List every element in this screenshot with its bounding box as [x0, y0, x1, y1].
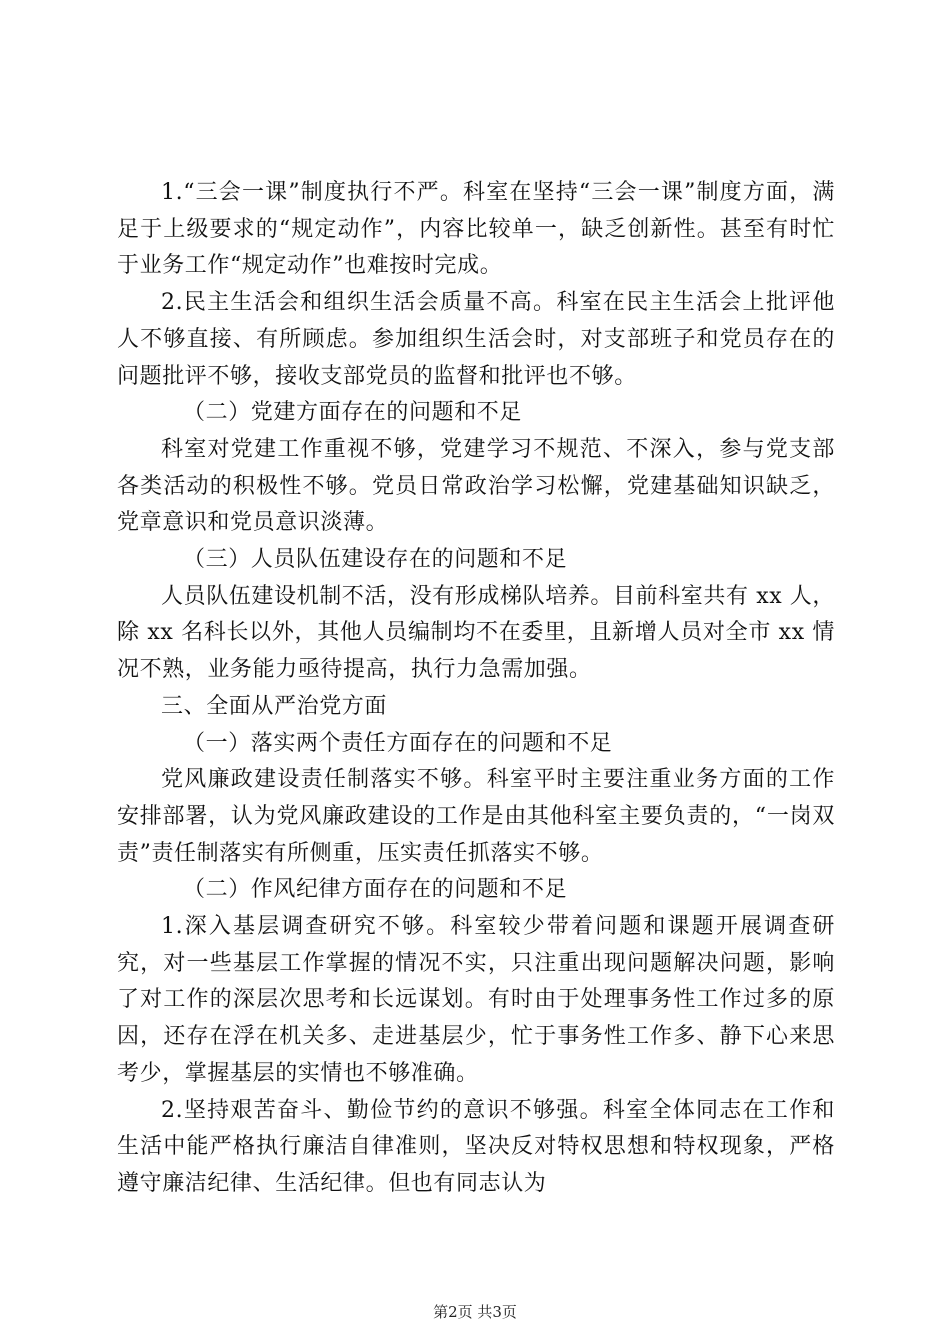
paragraph-3: 科室对党建工作重视不够，党建学习不规范、不深入，参与党支部各类活动的积极性不够。党员日常政治学习松懈，党建基础知识缺乏，党章意识和党员意识淡薄。	[117, 436, 835, 536]
paragraph-1: 1.“三会一课”制度执行不严。科室在坚持“三会一课”制度方面，满足于上级要求的“规定动作”，内容比较单一，缺乏创新性。甚至有时忙于业务工作“规定动作”也难按时完成。	[117, 180, 835, 279]
section-heading-party-building: （二）党建方面存在的问题和不足	[183, 400, 523, 426]
section-heading-discipline: （二）作风纪律方面存在的问题和不足	[183, 877, 568, 903]
paragraph-6: 1.深入基层调查研究不够。科室较少带着问题和课题开展调查研究，对一些基层工作掌握的情况不实，只注重出现问题解决问题，影响了对工作的深层次思考和长远谋划。有时由于处理事务性工作过多的原因，还存在浮在机关多、走进基层少，忙于事务性工作多、静下心来思考少，掌握基层的实情也不够准确。	[117, 914, 835, 1086]
paragraph-5: 党风廉政建设责任制落实不够。科室平时主要注重业务方面的工作安排部署，认为党风廉政建设的工作是由其他科室主要负责的，“一岗双责”责任制落实有所侧重，压实责任抓落实不够。	[117, 767, 835, 866]
paragraph-2: 2.民主生活会和组织生活会质量不高。科室在民主生活会上批评他人不够直接、有所顾虑。参加组织生活会时，对支部班子和党员存在的问题批评不够，接收支部党员的监督和批评也不够。	[117, 290, 835, 389]
section-heading-staff: （三）人员队伍建设存在的问题和不足	[183, 547, 568, 573]
page-footer: 第2页 共3页	[433, 1303, 517, 1321]
document-body	[117, 175, 835, 1203]
section-heading-responsibility: （一）落实两个责任方面存在的问题和不足	[183, 730, 613, 756]
paragraph-7: 2.坚持艰苦奋斗、勤俭节约的意识不够强。科室全体同志在工作和生活中能严格执行廉洁自律准则，坚决反对特权思想和特权现象，严格遵守廉洁纪律、生活纪律。但也有同志认为	[117, 1097, 835, 1196]
section-heading-strict-governance: 三、全面从严治党方面	[161, 693, 388, 719]
paragraph-4: 人员队伍建设机制不活，没有形成梯队培养。目前科室共有 xx 人，除 xx 名科长以外，其他人员编制均不在委里，且新增人员对全市 xx 情况不熟，业务能力亟待提高，执行力急需加强。	[117, 583, 836, 683]
